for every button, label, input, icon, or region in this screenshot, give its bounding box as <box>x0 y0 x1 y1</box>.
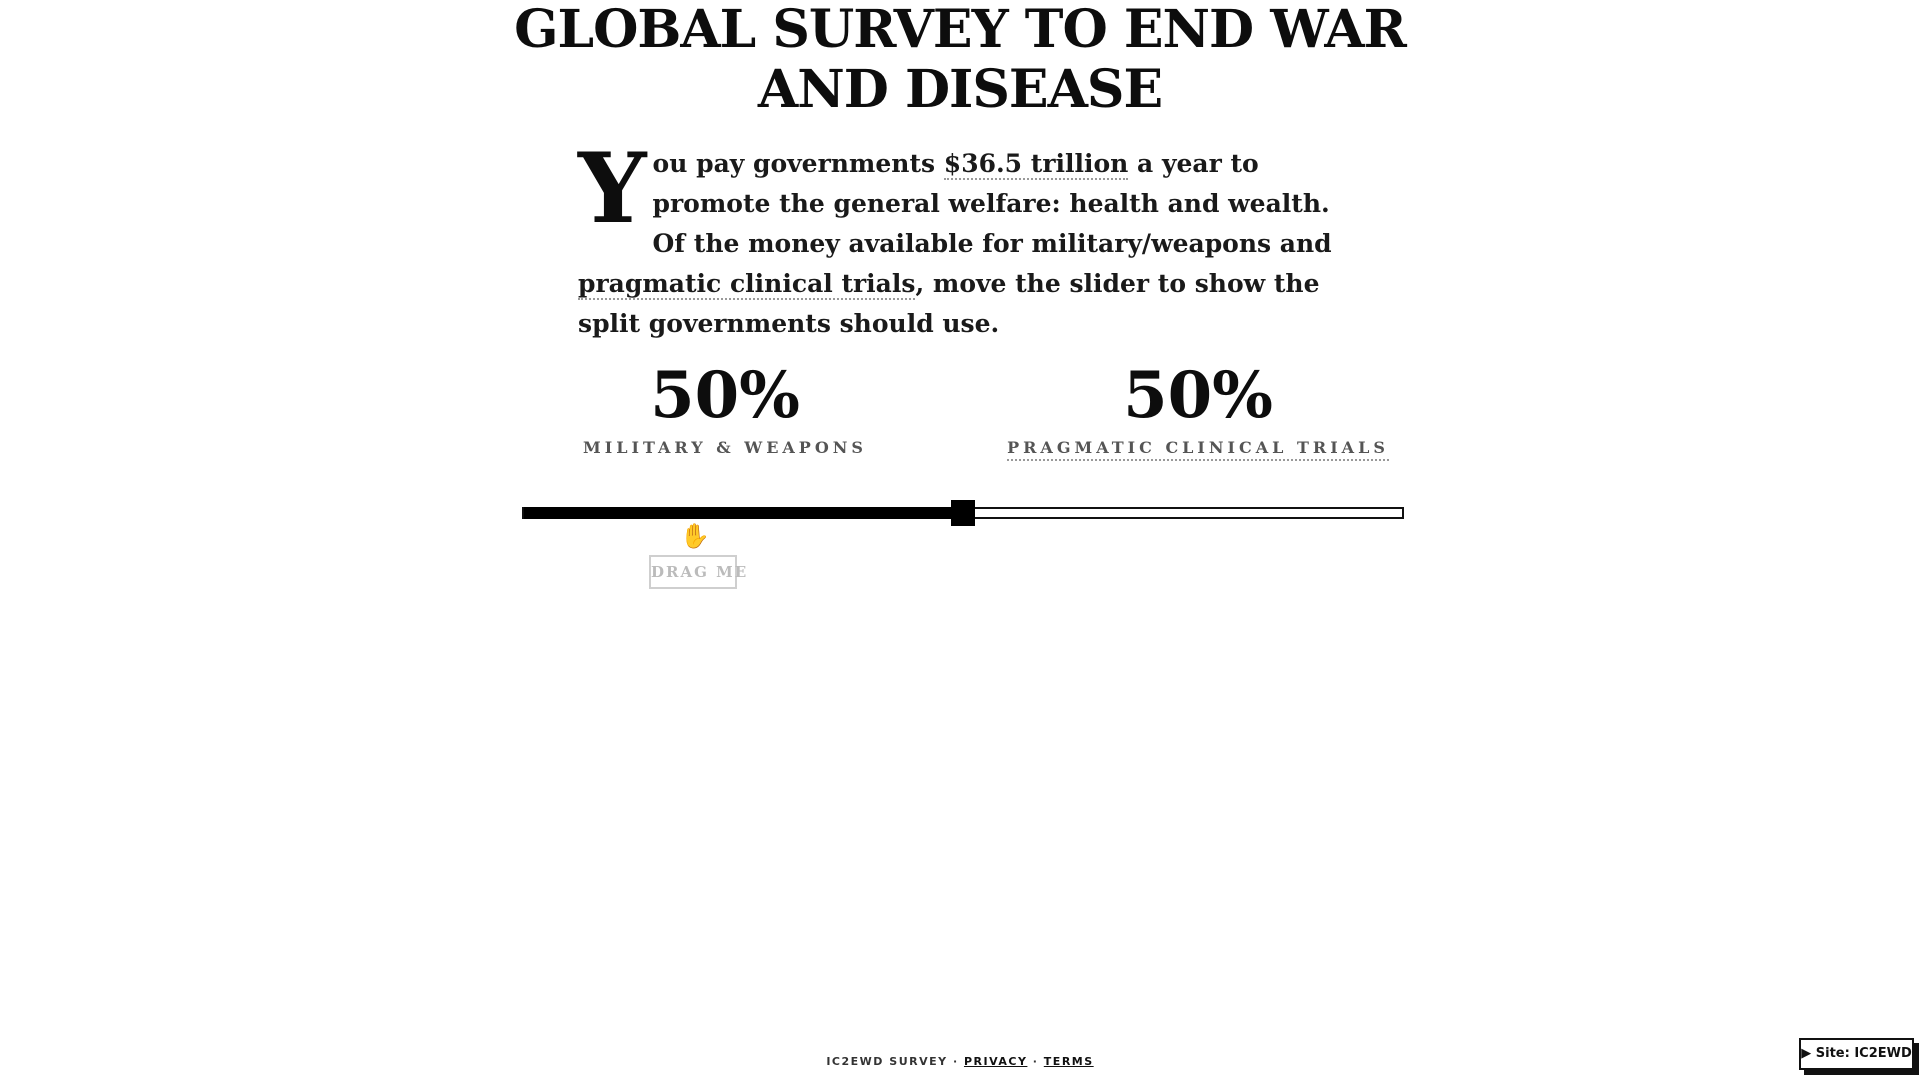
military-split <box>505 360 945 457</box>
drop-cap: Y <box>578 132 647 245</box>
trials-split <box>978 360 1418 461</box>
allocation-slider[interactable] <box>522 507 1404 519</box>
slider-fill <box>524 507 963 519</box>
trials-percent: 50% <box>1123 358 1273 433</box>
drag-me-hint: DRAG ME <box>649 555 737 589</box>
play-triangle-icon: ▶ <box>1801 1046 1812 1061</box>
intro-paragraph <box>578 132 1358 344</box>
clinical-trials-link[interactable]: pragmatic clinical trials <box>578 269 916 298</box>
intro-text-3: , move the slider to show the split governments should use. <box>578 269 1320 338</box>
site-badge-label: Site: IC2EWD <box>1815 1046 1912 1061</box>
page-title: GLOBAL SURVEY TO END WAR AND DISEASE <box>514 0 1406 120</box>
site-badge-button[interactable] <box>1799 1038 1914 1070</box>
intro-text-2: a year to promote the general welfare: health and wealth. Of the money available for military/weapons and <box>652 149 1332 258</box>
footer-separator: · <box>952 1055 959 1068</box>
hand-icon: ✋ <box>680 522 710 550</box>
military-label: MILITARY & WEAPONS <box>583 438 867 457</box>
trillion-amount-link[interactable]: $36.5 trillion <box>943 149 1129 178</box>
trials-label-link[interactable]: PRAGMATIC CLINICAL TRIALS <box>1007 438 1389 461</box>
slider-handle[interactable] <box>951 500 975 526</box>
footer <box>0 1055 1920 1068</box>
intro-text-1: ou pay governments <box>652 149 944 178</box>
military-percent: 50% <box>650 358 800 433</box>
privacy-link[interactable]: PRIVACY <box>963 1055 1028 1068</box>
footer-separator: · <box>1032 1055 1039 1068</box>
footer-brand: IC2EWD SURVEY <box>826 1055 948 1068</box>
terms-link[interactable]: TERMS <box>1043 1055 1094 1068</box>
